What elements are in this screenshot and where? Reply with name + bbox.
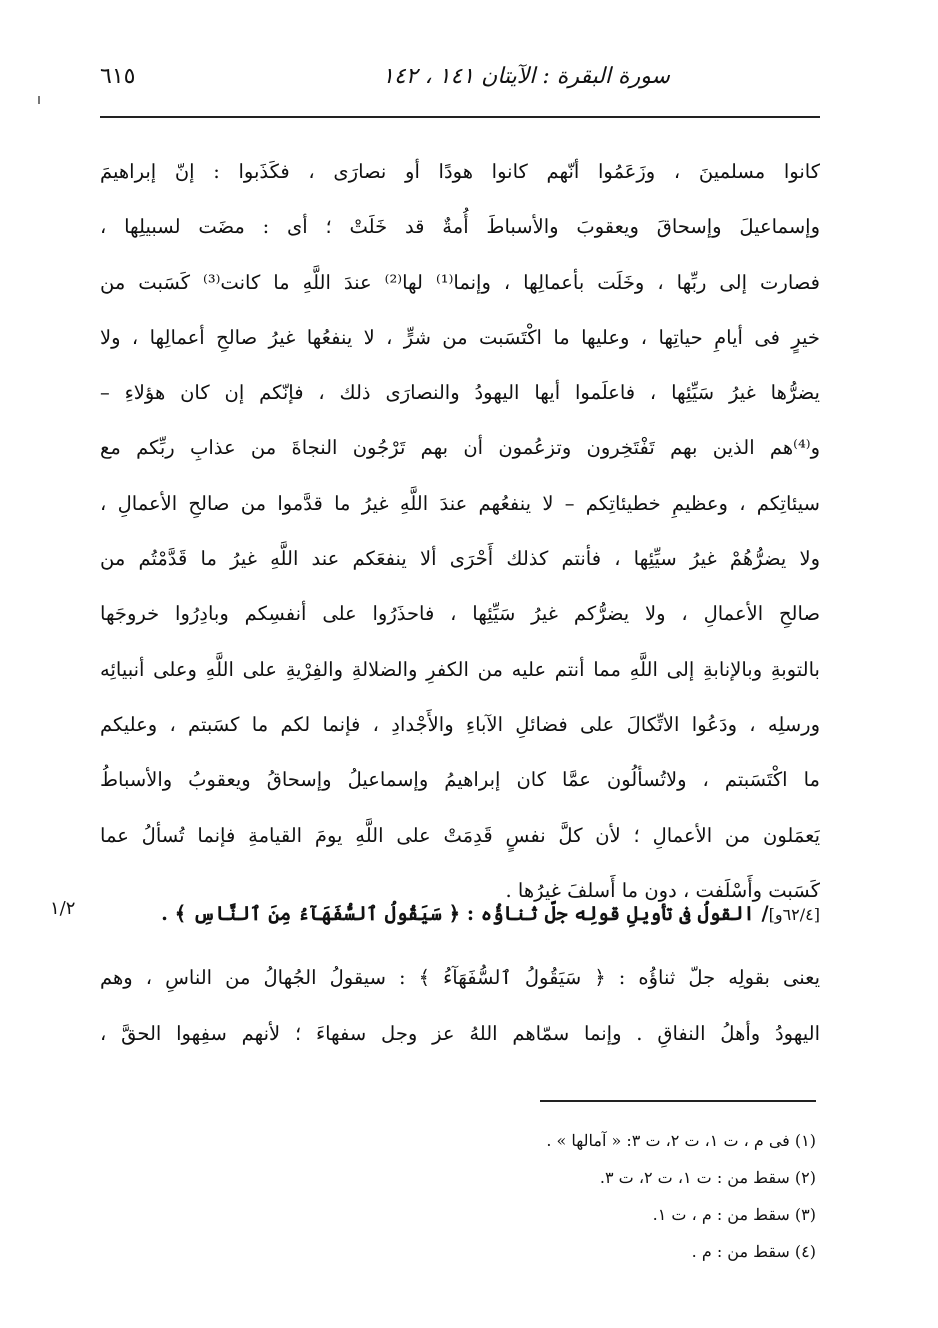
footnote: (٢) سقط من : ت ١، ت ٢، ت ٣. bbox=[599, 1168, 816, 1187]
footnote: (٤) سقط من : م . bbox=[691, 1242, 816, 1261]
footnotes bbox=[300, 1122, 816, 1270]
text-line: كَسَبت وأَسْلَفت ، دون ما أَسلفَ غيرُها . bbox=[505, 878, 820, 902]
footnote: (١) فى م ، ت ١، ت ٢، ت ٣: « آمالها » . bbox=[546, 1131, 816, 1150]
text-line: ولا يضرُّهُمْ غيرُ سيِّئِها ، فأنتم كذلك أَحْرَى ألا ينفعَكم عند اللَّهِ غيرُ ما قَدَّمْتُم من bbox=[100, 547, 820, 571]
heading-text: / القولُ فى تأويلِ قولِه جلّ ثناؤُه : ﴿ سَيَقُولُ ٱلسُّفَهَآءُ مِنَ ٱلنَّاسِ ﴾ . bbox=[161, 902, 769, 925]
margin-mark bbox=[38, 96, 40, 104]
second-paragraph bbox=[100, 950, 820, 1062]
text-line: يعنى بقولِه جلّ ثناؤُه : ﴿ سَيَقُولُ ٱلسُّفَهَآءُ ﴾ : سيقولُ الجُهالُ من الناسِ ، وهم bbox=[100, 966, 820, 989]
manuscript-ref: [٦٢/٤و] bbox=[768, 905, 820, 924]
text-line: و⁽⁴⁾هم الذين بهم تَفْتَخِرون وتزعُمون أن بهم تَرْجُون النجاةَ من عذابِ ربِّكم مع bbox=[100, 436, 820, 460]
text-line: بالتوبةِ وبالإنابةِ إلى اللَّهِ مما أنتم عليه من الكفرِ والضلالةِ والفِرْيةِ على اللَّهِ وعلى أنبيائِه bbox=[100, 657, 820, 681]
main-paragraph bbox=[100, 144, 820, 918]
margin-note: ١/٢ bbox=[50, 898, 76, 919]
text-line: يضرُّها غيرُ سَيِّئِها ، فاعلَموا أيها اليهودُ والنصارَى ذلك ، فإنّكم إن كان هؤلاءِ – bbox=[100, 381, 820, 405]
page-number: ٦١٥ bbox=[100, 64, 136, 89]
header-rule bbox=[100, 116, 820, 118]
text-line: كانوا مسلمينَ ، وزَعَمُوا أنّهم كانوا هودًا أو نصارَى ، فكَذَبوا : إنّ إبراهيمَ bbox=[100, 160, 820, 183]
text-line: صالحِ الأعمالِ ، ولا يضرُّكم غيرُ سَيِّئِها ، فاحذَرُوا على أنفسِكم وبادِرُوا خروجَها bbox=[100, 602, 820, 626]
page-header bbox=[100, 60, 820, 104]
footnote-rule bbox=[540, 1100, 816, 1102]
text-line: يَعمَلون من الأعمالِ ؛ لأن كلَّ نفسٍ قَدِمَتْ على اللَّهِ يومَ القيامةِ فإنما تُسألُ عما bbox=[100, 823, 820, 847]
section-heading bbox=[100, 894, 820, 935]
text-line: فصارت إلى ربِّها ، وخَلَت بأعمالِها ، وإنما⁽¹⁾ لها⁽²⁾ عندَ اللَّهِ ما كانت⁽³⁾ كَسَبت من bbox=[100, 270, 820, 294]
text-line: خيرٍ فى أيامِ حياتِها ، وعليها ما اكْتَسَبت من شرٍّ ، لا ينفعُها غيرُ صالحِ أعمالِها ، ولا bbox=[100, 325, 820, 349]
text-line: اليهودُ وأهلُ النفاقِ . وإنما سمّاهم اللهُ عز وجل سفهاءَ ؛ لأنهم سفِهوا الحقَّ ، bbox=[100, 1022, 820, 1045]
running-title: سورة البقرة : الآيتان ١٤١ ، ١٤٢ bbox=[382, 64, 670, 89]
text-line: وإسماعيلَ وإسحاقَ ويعقوبَ والأسباطَ أُمةٌ قد خَلَتْ ؛ أى : مضَت لسبيلِها ، bbox=[100, 215, 820, 239]
text-line: ورسلِه ، ودَعُوا الاتِّكالَ على فضائلِ الآباءِ والأَجْدادِ ، فإنما لكم ما كسَبتم ، وعليكم bbox=[100, 712, 820, 736]
text-line: سيئاتِكم ، وعظيمِ خطيئاتِكم – لا ينفعُهم عندَ اللَّهِ غيرُ ما قدَّموا من صالحِ الأعمالِ ، bbox=[100, 491, 820, 515]
text-line: ما اكْتَسَبتم ، ولاتُسألُون عمَّا كان إبراهيمُ وإسماعيلُ وإسحاقُ ويعقوبُ والأسباطُ bbox=[100, 768, 820, 792]
footnote: (٣) سقط من : م ، ت ١. bbox=[652, 1205, 816, 1224]
